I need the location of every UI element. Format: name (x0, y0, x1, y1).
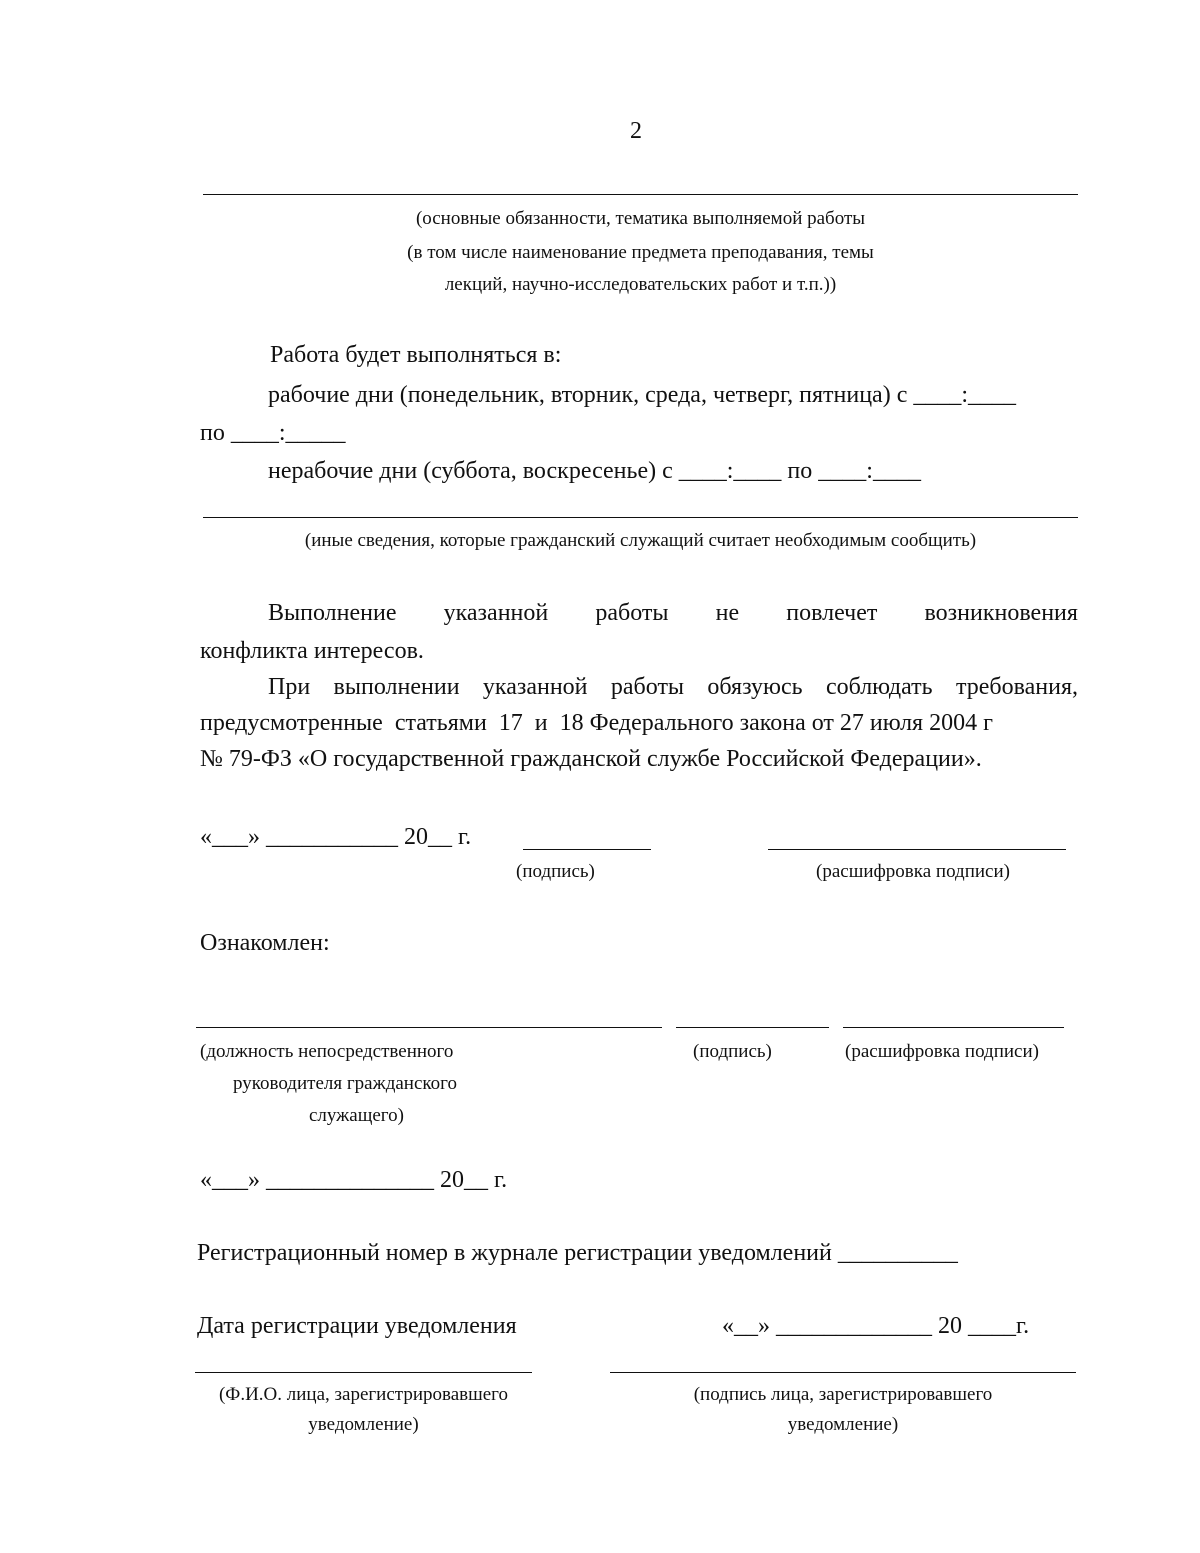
statement-p1-line-2: конфликта интересов. (200, 638, 424, 664)
statement-word: требования, (955, 674, 1078, 700)
signature-caption: (подпись) (516, 861, 595, 882)
registration-number-line: Регистрационный номер в журнале регистрации уведомлений __________ (197, 1240, 958, 1266)
registration-date-label: Дата регистрации уведомления (197, 1313, 517, 1339)
workdays-to-line: по ____:_____ (200, 420, 346, 446)
statement-word: не (715, 600, 740, 626)
statement-word: выполнении (333, 674, 460, 700)
statement-p2-line-2: предусмотренные статьями 17 и 18 Федерального закона от 27 июля 2004 г (200, 710, 993, 736)
manager-decoding-caption: (расшифровка подписи) (845, 1041, 1039, 1062)
decoding-fill-line (768, 849, 1066, 850)
statement-word: При (268, 674, 311, 700)
position-fill-line (196, 1027, 662, 1028)
registrar-signature-caption-line-1: (подпись лица, зарегистрировавшего (693, 1384, 993, 1405)
page-number: 2 (630, 118, 642, 144)
position-caption-line-3: служащего) (309, 1105, 404, 1126)
manager-decoding-fill-line (843, 1027, 1064, 1028)
manager-signature-fill-line (676, 1027, 829, 1028)
notification-date-line: «___» ___________ 20__ г. (200, 824, 472, 850)
position-caption-line-2: руководителя гражданского (233, 1073, 457, 1094)
registrar-signature-caption-line-2: уведомление) (787, 1414, 899, 1435)
registration-date-value: «__» _____________ 20 ____г. (722, 1313, 1030, 1339)
signature-fill-line (523, 849, 651, 850)
duties-caption-line-3: лекций, научно-исследовательских работ и т.п.)) (444, 274, 837, 295)
acknowledged-label: Ознакомлен: (200, 930, 330, 956)
schedule-intro: Работа будет выполняться в: (270, 342, 562, 368)
position-caption-line-1: (должность непосредственного (200, 1041, 454, 1062)
registrar-fio-caption-line-2: уведомление) (308, 1414, 419, 1435)
statement-p2-line-3: № 79-ФЗ «О государственной гражданской службе Российской Федерации». (200, 746, 982, 772)
workdays-line: рабочие дни (понедельник, вторник, среда, четверг, пятница) с ____:____ (268, 382, 1017, 408)
weekend-line: нерабочие дни (суббота, воскресенье) с ____:____ по ____:____ (268, 458, 921, 484)
duties-caption-line-1: (основные обязанности, тематика выполняемой работы (415, 208, 866, 229)
other-info-caption: (иные сведения, которые гражданский служащий считает необходимым сообщить) (304, 530, 977, 551)
statement-word: соблюдать (825, 674, 933, 700)
statement-word: работы (610, 674, 685, 700)
acknowledged-date-line: «___» ______________ 20__ г. (200, 1167, 508, 1193)
statement-word: работы (595, 600, 669, 626)
registrar-fio-fill-line (195, 1372, 532, 1373)
other-info-fill-line (203, 517, 1078, 518)
decoding-caption: (расшифровка подписи) (816, 861, 1010, 882)
statement-word: возникновения (924, 600, 1078, 626)
statement-p1-line-1 (268, 600, 1078, 627)
statement-word: повлечет (786, 600, 878, 626)
duties-fill-line (203, 194, 1078, 195)
manager-signature-caption: (подпись) (693, 1041, 772, 1062)
statement-word: указанной (482, 674, 588, 700)
registrar-signature-fill-line (610, 1372, 1076, 1373)
statement-word: Выполнение (268, 600, 397, 626)
statement-word: указанной (443, 600, 549, 626)
registrar-fio-caption-line-1: (Ф.И.О. лица, зарегистрировавшего (218, 1384, 508, 1405)
statement-p2-line-1 (268, 674, 1078, 701)
statement-word: обязуюсь (707, 674, 803, 700)
duties-caption-line-2: (в том числе наименование предмета преподавания, темы (407, 242, 874, 263)
